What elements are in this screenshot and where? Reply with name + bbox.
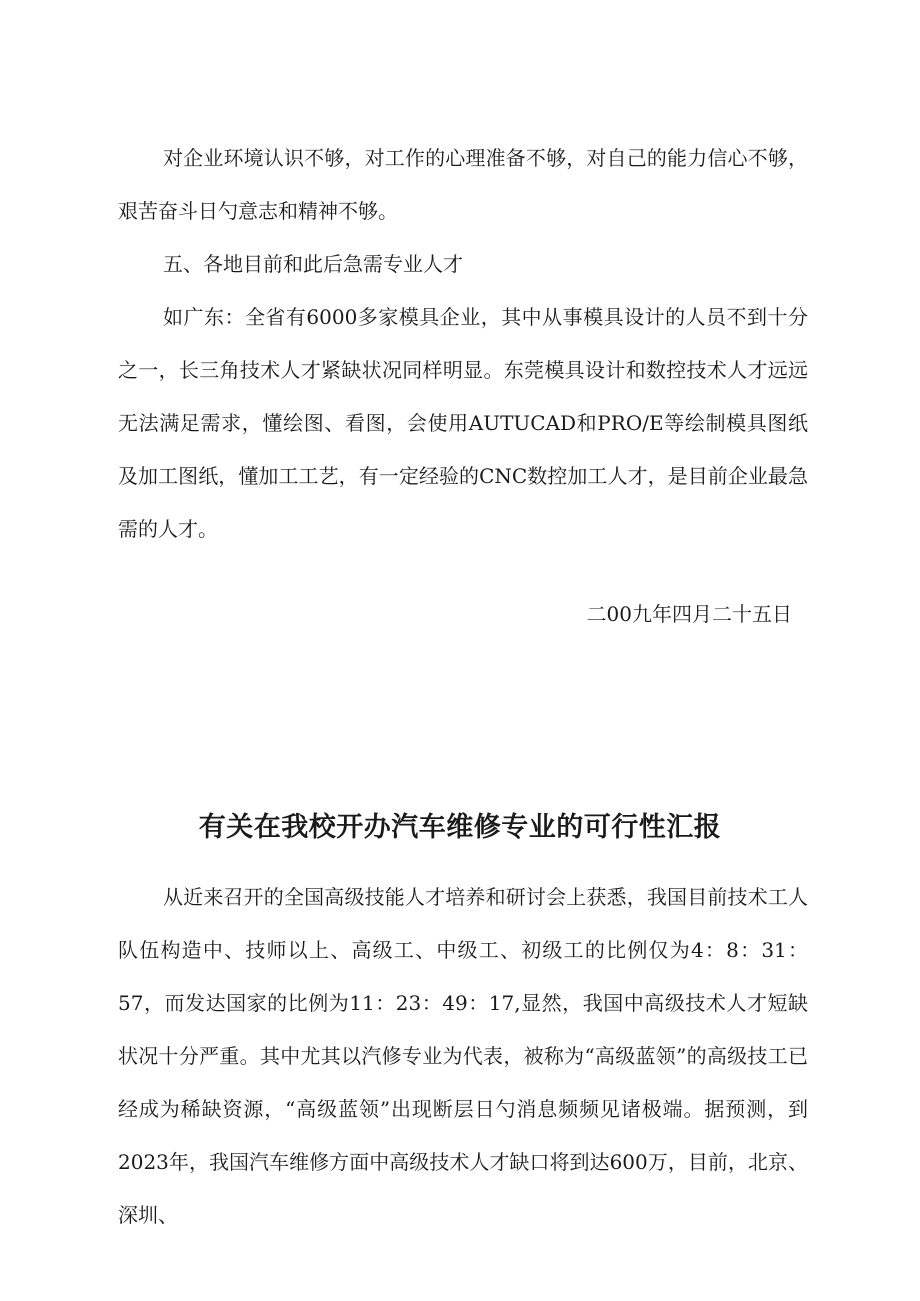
report-title: 有关在我校开办汽车维修专业的可行性汇报 [198, 812, 722, 843]
paragraph-auto-repair-feasibility: 从近来召开的全国高级技能人才培养和研讨会上获悉，我国目前技术工人队伍构造中、技师以上、高级工、中级工、初级工的比例仅为4：8：31：57，而发达国家的比例为11：23：49：17,显然，我国中高级技术人才短缺状况十分严重。其中尤其以汽修专业为代表，被称为“高级蓝领”的高级技工已经成为稀缺资源，“高级蓝领”出现断层日勺消息频频见诸极端。据预测，到2023年，我国汽车维修方面中高级技术人才缺口将到达600万，目前，北京、深圳、 [118, 885, 808, 1227]
paragraph-attitude-shortcomings: 对企业环境认识不够，对工作的心理准备不够，对自己的能力信心不够，艰苦奋斗日勺意志和精神不够。 [118, 146, 808, 223]
paragraph-guangdong-example: 如广东：全省有6000多家模具企业，其中从事模具设计的人员不到十分之一，长三角技术人才紧缺状况同样明显。东莞模具设计和数控技术人才远远无法满足需求，懂绘图、看图，会使用AUTUCAD和PRO/E等绘制模具图纸及加工图纸，懂加工工艺，有一定经验的CNC数控加工人才，是目前企业最急需的人才。 [118, 305, 808, 541]
section-heading-talent-needs: 五、各地目前和此后急需专业人才 [163, 252, 463, 276]
document-date: 二00九年四月二十五日 [586, 602, 792, 626]
